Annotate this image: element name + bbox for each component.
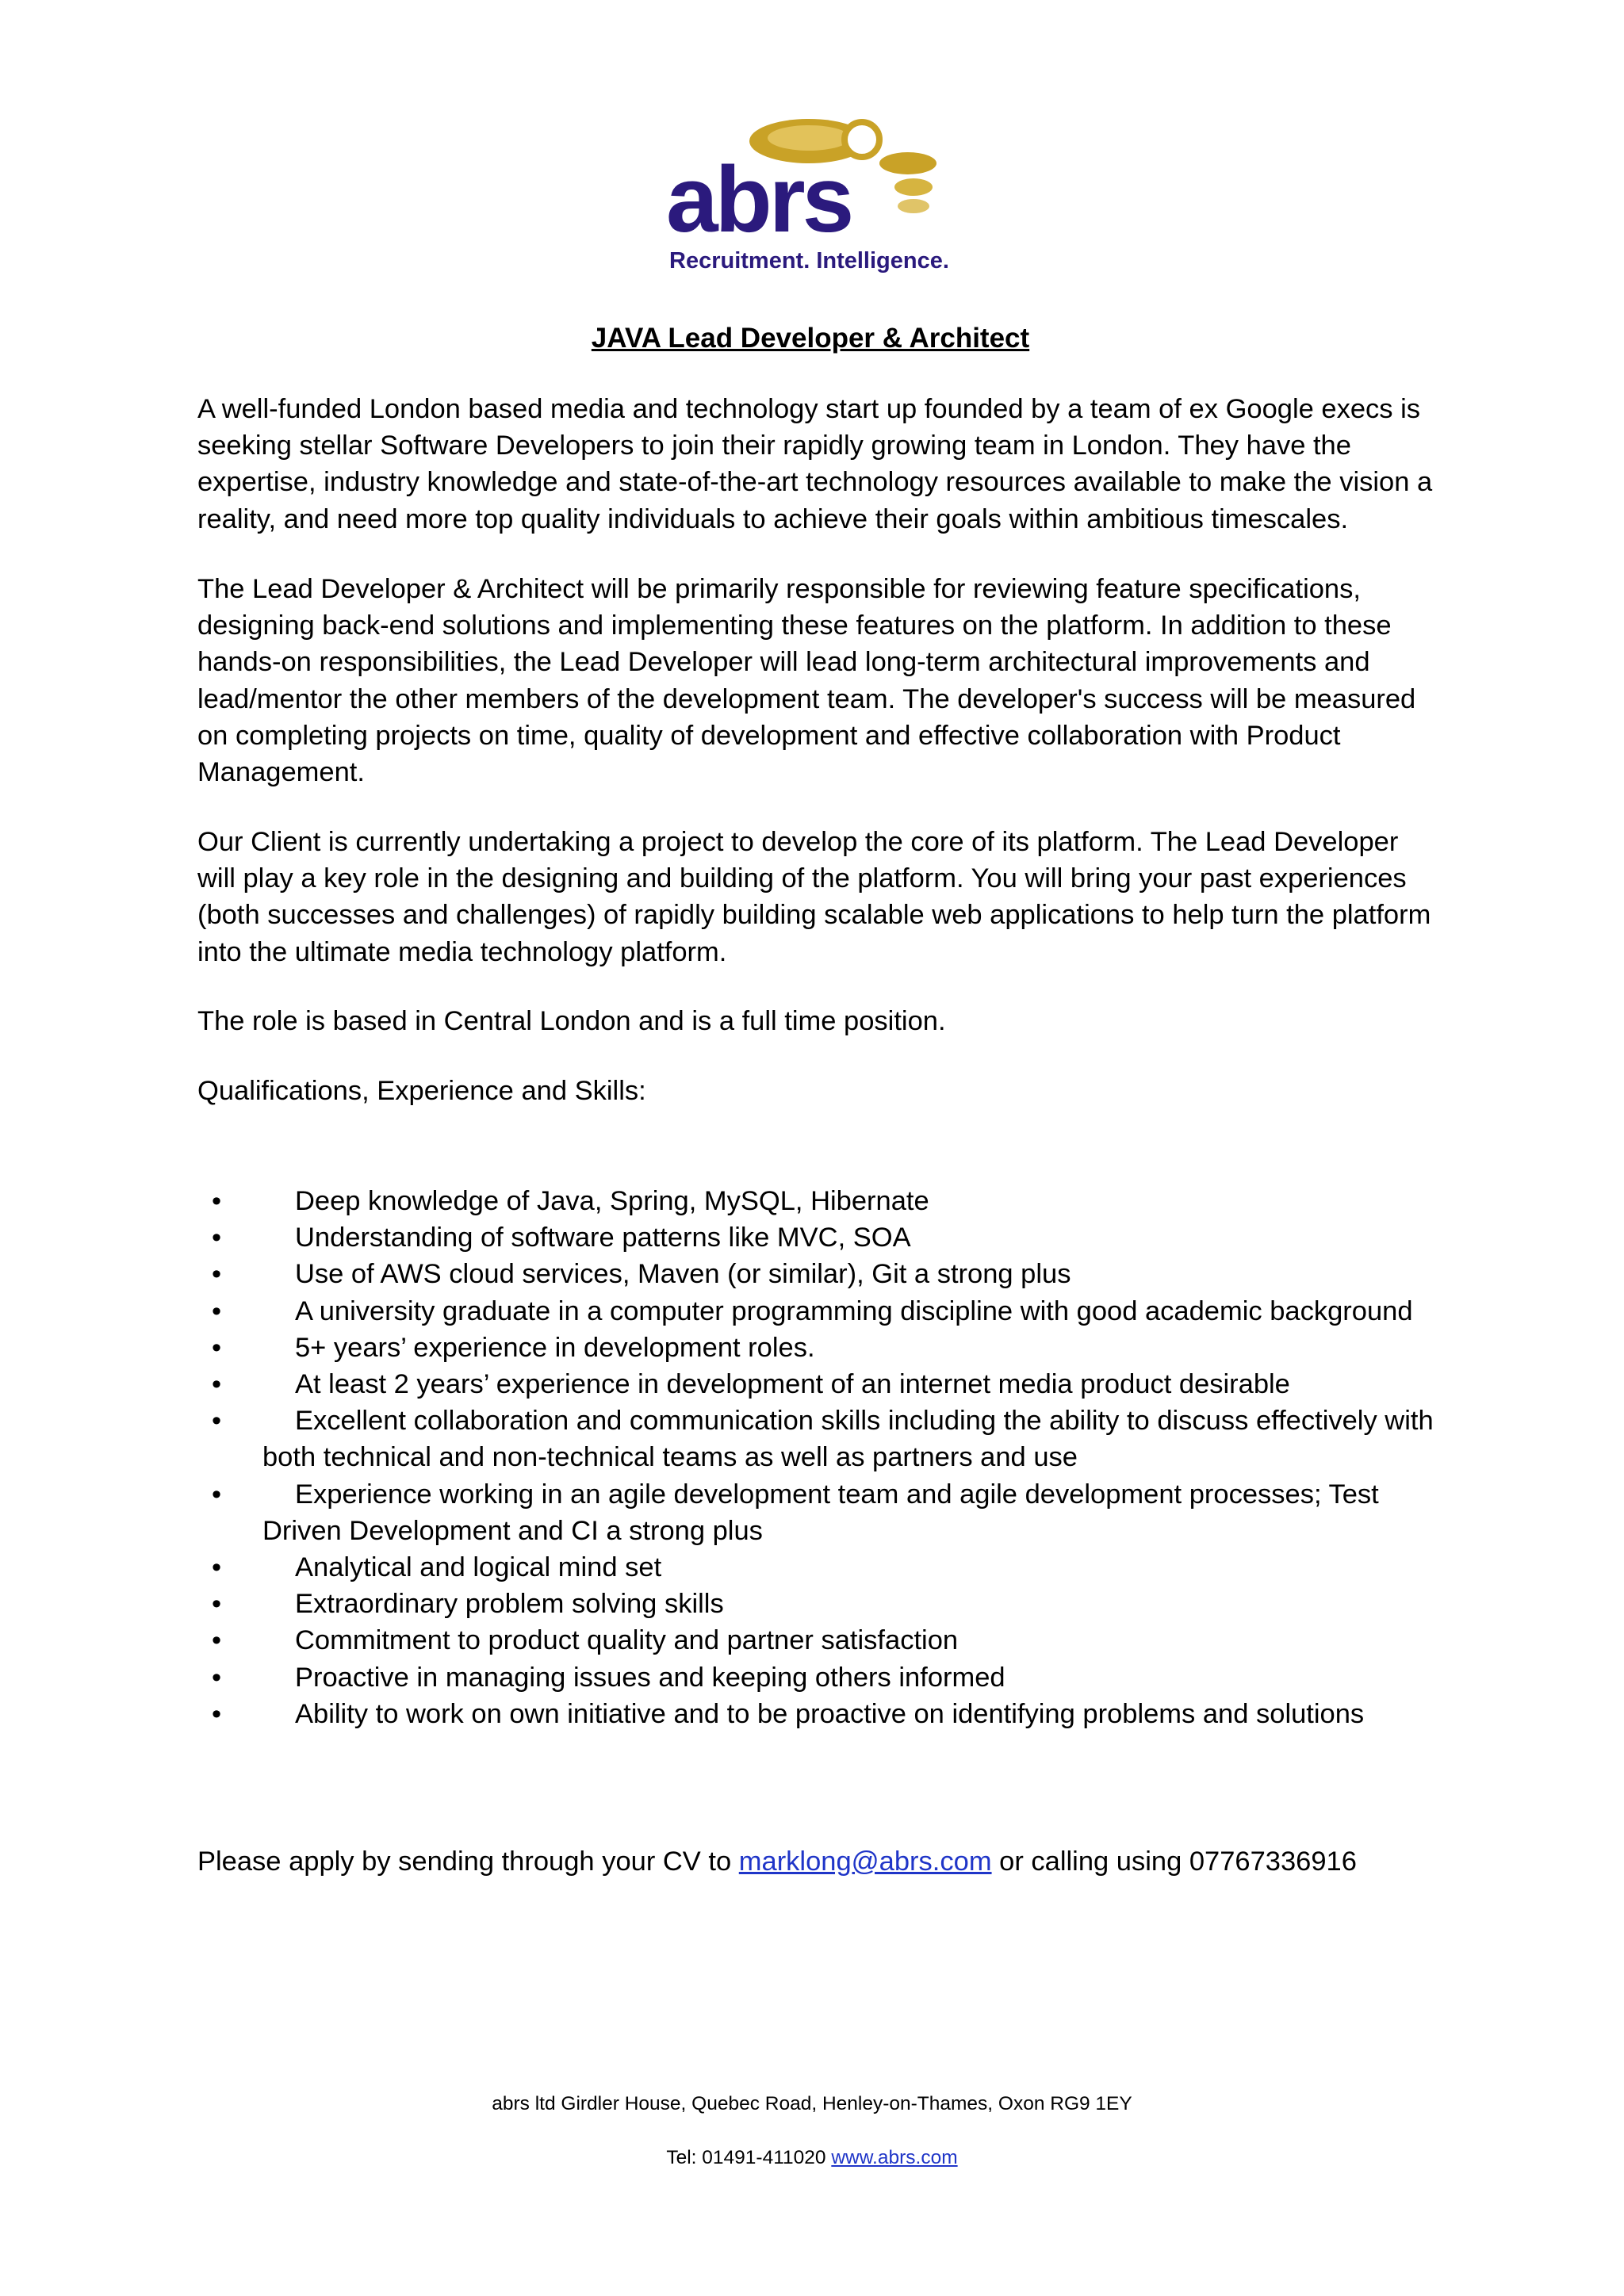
- paragraph-project: Our Client is currently undertaking a project to develop the core of its platform. The Lead Developer will play a key role in the designing and building of the platform. You will bring your past experiences (both successes and challenges) of rapidly building scalable web applications to help turn the platform into the ultimate media technology platform.: [197, 827, 1431, 967]
- list-item: • A university graduate in a computer programming discipline with good academic background: [197, 1293, 1442, 1330]
- bullet-icon: •: [212, 1295, 222, 1326]
- list-item: • 5+ years’ experience in development roles.: [197, 1330, 1442, 1366]
- email-link[interactable]: marklong@abrs.com: [738, 1846, 992, 1877]
- list-item: • Experience working in an agile development team and agile development processes; Test Driven Development and CI a strong plus: [197, 1476, 1442, 1549]
- list-item: • Deep knowledge of Java, Spring, MySQL, Hibernate: [197, 1183, 1442, 1219]
- abrs-logo: [658, 111, 959, 277]
- bullet-icon: •: [212, 1662, 222, 1693]
- bullet-icon: •: [212, 1369, 222, 1400]
- job-title: JAVA Lead Developer & Architect: [591, 323, 1030, 354]
- list-item: • Excellent collaboration and communication skills including the ability to discuss effectively with both technical and non-technical teams as well as partners and use: [197, 1402, 1442, 1475]
- logo-wordmark: abrs: [666, 147, 852, 252]
- paragraph-qualifications-heading: Qualifications, Experience and Skills:: [197, 1076, 646, 1106]
- list-item: • Use of AWS cloud services, Maven (or similar), Git a strong plus: [197, 1256, 1442, 1292]
- bullet-icon: •: [212, 1332, 222, 1363]
- paragraph-intro: A well-funded London based media and technology start up founded by a team of ex Google execs is seeking stellar Software Developers to join their rapidly growing team in London. They have the expertise, industry knowledge and state-of-the-art technology resources available to make the vision a reality, and need more top quality individuals to achieve their goals within ambitious timescales.: [197, 394, 1433, 534]
- list-item: • Commitment to product quality and partner satisfaction: [197, 1622, 1442, 1659]
- list-item: • Analytical and logical mind set: [197, 1549, 1442, 1586]
- bullet-icon: •: [212, 1406, 222, 1437]
- bullet-icon: •: [212, 1259, 222, 1290]
- footer-contact: Tel: 01491-411020 www.abrs.com: [666, 2147, 958, 2168]
- paragraph-responsibilities: The Lead Developer & Architect will be primarily responsible for reviewing feature specifications, designing back-end solutions and implementing these features on the platform. In addition to these hands-on responsibilities, the Lead Developer will lead long-term architectural improvements and lead/mentor the other members of the development team. The developer's success will be measured on completing projects on time, quality of development and effective collaboration with Product Management.: [197, 574, 1416, 788]
- footer-address: abrs ltd Girdler House, Quebec Road, Henley-on-Thames, Oxon RG9 1EY: [492, 2093, 1132, 2114]
- website-link[interactable]: www.abrs.com: [831, 2147, 958, 2168]
- list-item: • Extraordinary problem solving skills: [197, 1586, 1442, 1622]
- bullet-icon: •: [212, 1223, 222, 1253]
- bullet-icon: •: [212, 1625, 222, 1656]
- paragraph-location: The role is based in Central London and is a full time position.: [197, 1006, 946, 1036]
- bullet-icon: •: [212, 1186, 222, 1216]
- list-item: • Ability to work on own initiative and to be proactive on identifying problems and solutions: [197, 1696, 1442, 1732]
- bullet-icon: •: [212, 1552, 222, 1583]
- qualifications-list: [197, 1183, 1442, 1732]
- bullet-icon: •: [212, 1589, 222, 1620]
- apply-instructions: Please apply by sending through your CV to marklong@abrs.com or calling using 07767336916: [197, 1846, 1357, 1877]
- logo-gold-swoosh-small: [879, 152, 936, 174]
- bullet-icon: •: [212, 1479, 222, 1510]
- list-item: • At least 2 years’ experience in development of an internet media product desirable: [197, 1366, 1442, 1402]
- bullet-icon: •: [212, 1698, 222, 1729]
- list-item: • Proactive in managing issues and keeping others informed: [197, 1659, 1442, 1696]
- logo-tagline: Recruitment. Intelligence.: [669, 248, 949, 274]
- list-item: • Understanding of software patterns like MVC, SOA: [197, 1219, 1442, 1256]
